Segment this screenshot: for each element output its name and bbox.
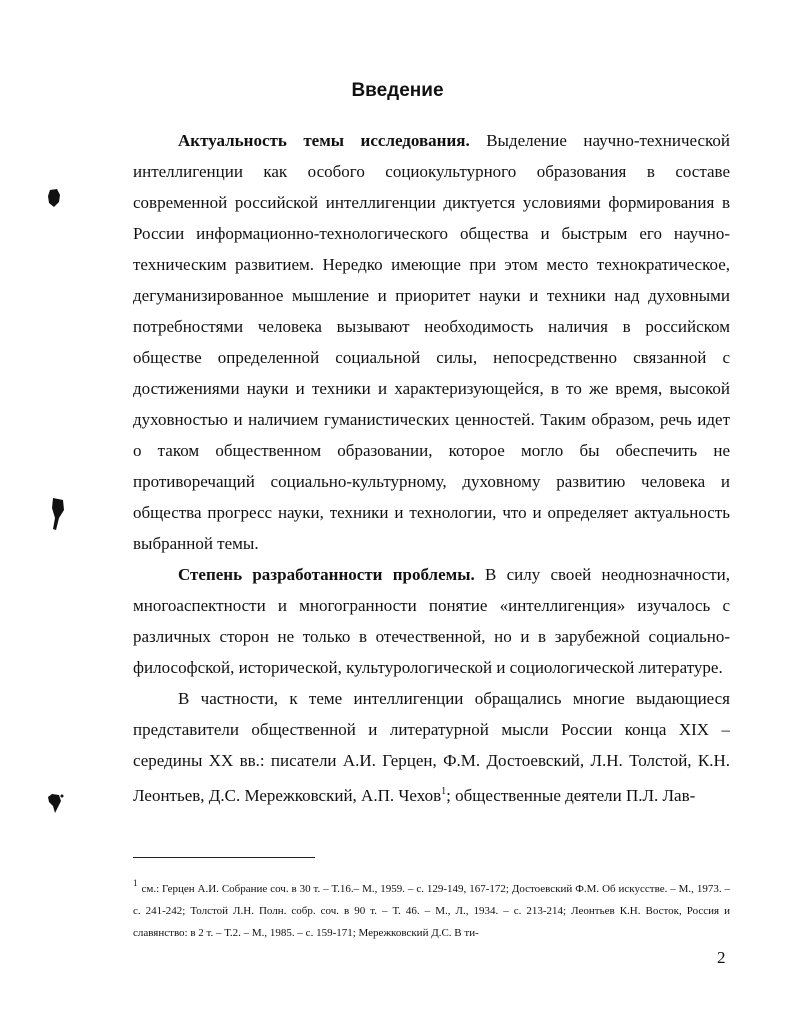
footnote xyxy=(133,872,730,944)
paragraph-lead: Степень разработанности проблемы. xyxy=(178,565,475,584)
page-number: 2 xyxy=(717,948,726,967)
paragraph-text: В частности, к теме интеллигенции обращались многие выдающиеся представители общественной и литературной мысли России конца XIX – середины XX вв.: писатели А.И. Герцен, Ф.М. Достоевский, Л.Н. Толстой, К.Н. Леонтьев, Д.С. Мережковский, А.П. Чехов xyxy=(133,689,730,805)
paragraph-relevance xyxy=(133,125,730,559)
footnote-marker: 1 xyxy=(133,878,138,888)
footnote-reference: 1 xyxy=(441,786,447,797)
scan-mark-icon xyxy=(46,188,64,208)
footnote-text: см.: Герцен А.И. Собрание соч. в 30 т. – Т.16.– М., 1959. – с. 129-149, 167-172; Достоевский Ф.М. Об искусстве. – М., 1973. – с. 241-242; Толстой Л.Н. Полн. собр. соч. в 90 т. – Т. 46. – М., Л., 1934. – с. 213-214; Леонтьев К.Н. Восток, Россия и славянство: в 2 т. – Т.2. – М., 1985. – с. 159-171; Мережковский Д.С. В ти- xyxy=(133,883,730,939)
footnote-separator xyxy=(133,857,315,858)
paragraph-text: Выделение научно-технической интеллигенции как особого социокультурного образования в составе современной российской интеллигенции диктуется условиями формирования в России информационно-технологического общества и быстрым его научно-техническим развитием. Нередко имеющие при этом место технократическое, дегуманизированное мышление и приоритет науки и техники над духовными потребностями человека вызывают необходимость наличия в российском обществе определенной социальной силы, непосредственно связанной с достижениями науки и техники и характеризующейся, в то же время, высокой духовностью и наличием гуманистических ценностей. Таким образом, речь идет о таком общественном образовании, которое могло бы обеспечить не противоречащий социально-культурному, духовному развитию человека и общества прогресс науки, техники и технологии, что и определяет актуальность выбранной темы. xyxy=(133,131,730,553)
paragraph-development xyxy=(133,559,730,683)
paragraph-tail: ; общественные деятели П.Л. Лав- xyxy=(446,786,696,805)
body-text xyxy=(133,125,730,811)
page-title: Введение xyxy=(351,80,444,101)
paragraph-text: В силу своей неоднозначности, многоаспектности и многогранности понятие «интеллигенция» изучалось с различных сторон не только в отечественной, но и в зарубежной социально-философской, исторической, культурологической и социологической литературе. xyxy=(133,565,730,677)
scan-mark-icon xyxy=(46,792,66,814)
scan-mark-icon xyxy=(50,496,66,532)
paragraph-particulars xyxy=(133,683,730,811)
paragraph-lead: Актуальность темы исследования. xyxy=(178,131,470,150)
